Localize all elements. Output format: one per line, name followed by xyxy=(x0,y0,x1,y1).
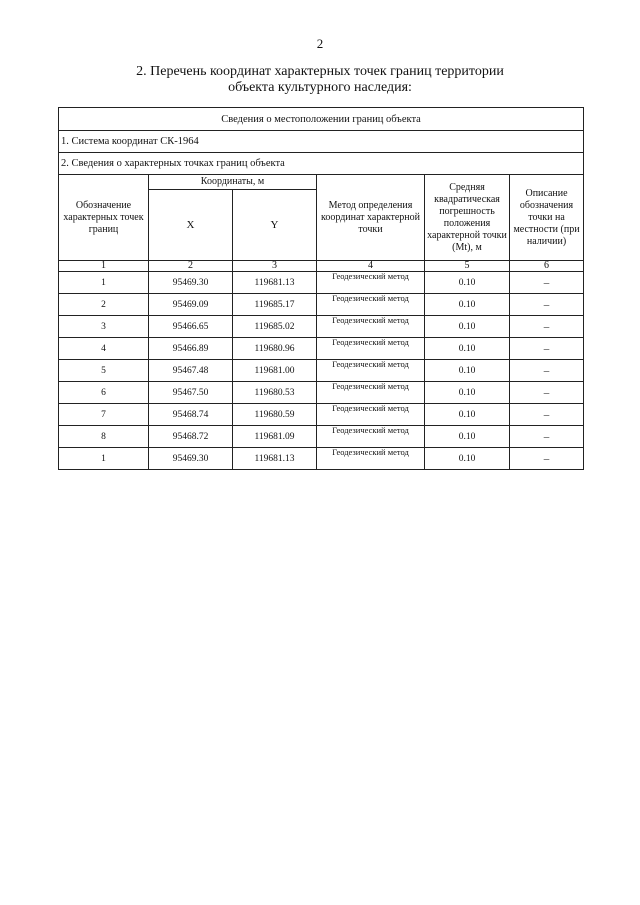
cell-point: 8 xyxy=(59,426,149,448)
cell-method: Геодезический метод xyxy=(317,316,425,338)
cell-method: Геодезический метод xyxy=(317,272,425,294)
cell-description: – xyxy=(510,426,584,448)
cell-description: – xyxy=(510,448,584,470)
cell-y: 119680.59 xyxy=(233,404,317,426)
col-header-point: Обозначение характерных точек границ xyxy=(59,175,149,261)
table-row xyxy=(59,338,584,360)
cell-method: Геодезический метод xyxy=(317,382,425,404)
cell-accuracy: 0.10 xyxy=(425,382,510,404)
column-number: 3 xyxy=(233,261,317,272)
document-title xyxy=(0,64,640,96)
col-header-method: Метод определения координат характерной точки xyxy=(317,175,425,261)
coord-system-row xyxy=(59,131,584,153)
table-title: Сведения о местоположении границ объекта xyxy=(59,108,584,131)
cell-description: – xyxy=(510,272,584,294)
column-number: 6 xyxy=(510,261,584,272)
cell-accuracy: 0.10 xyxy=(425,316,510,338)
cell-x: 95469.09 xyxy=(149,294,233,316)
cell-x: 95469.30 xyxy=(149,448,233,470)
col-header-description: Описание обозначения точки на местности (при наличии) xyxy=(510,175,584,261)
cell-description: – xyxy=(510,294,584,316)
table-row xyxy=(59,382,584,404)
col-header-coordinates: Координаты, м xyxy=(149,175,317,190)
cell-description: – xyxy=(510,382,584,404)
cell-method: Геодезический метод xyxy=(317,360,425,382)
cell-description: – xyxy=(510,404,584,426)
table-row xyxy=(59,426,584,448)
cell-x: 95467.50 xyxy=(149,382,233,404)
cell-method: Геодезический метод xyxy=(317,426,425,448)
cell-x: 95466.89 xyxy=(149,338,233,360)
column-number: 4 xyxy=(317,261,425,272)
column-number: 5 xyxy=(425,261,510,272)
cell-accuracy: 0.10 xyxy=(425,448,510,470)
table-title-row xyxy=(59,108,584,131)
title-line-1: 2. Перечень координат характерных точек границ территории xyxy=(136,64,504,79)
cell-x: 95467.48 xyxy=(149,360,233,382)
cell-accuracy: 0.10 xyxy=(425,294,510,316)
title-line-2: объекта культурного наследия: xyxy=(228,80,412,95)
cell-y: 119681.13 xyxy=(233,272,317,294)
cell-x: 95468.72 xyxy=(149,426,233,448)
cell-accuracy: 0.10 xyxy=(425,404,510,426)
cell-description: – xyxy=(510,338,584,360)
table-row xyxy=(59,316,584,338)
cell-method: Геодезический метод xyxy=(317,448,425,470)
col-header-x: X xyxy=(149,190,233,261)
cell-method: Геодезический метод xyxy=(317,404,425,426)
coord-system: 1. Система координат СК-1964 xyxy=(59,131,584,153)
cell-y: 119681.09 xyxy=(233,426,317,448)
cell-point: 1 xyxy=(59,448,149,470)
page-number: 2 xyxy=(316,36,324,51)
column-number: 1 xyxy=(59,261,149,272)
column-number: 2 xyxy=(149,261,233,272)
table-row xyxy=(59,404,584,426)
cell-y: 119685.02 xyxy=(233,316,317,338)
cell-method: Геодезический метод xyxy=(317,338,425,360)
cell-y: 119680.96 xyxy=(233,338,317,360)
table-row xyxy=(59,360,584,382)
points-section-row xyxy=(59,153,584,175)
coordinates-table xyxy=(58,107,584,470)
cell-point: 2 xyxy=(59,294,149,316)
cell-accuracy: 0.10 xyxy=(425,272,510,294)
cell-y: 119685.17 xyxy=(233,294,317,316)
cell-accuracy: 0.10 xyxy=(425,426,510,448)
cell-point: 6 xyxy=(59,382,149,404)
cell-accuracy: 0.10 xyxy=(425,338,510,360)
cell-description: – xyxy=(510,360,584,382)
table-body xyxy=(59,272,584,470)
cell-description: – xyxy=(510,316,584,338)
col-header-y: Y xyxy=(233,190,317,261)
cell-y: 119680.53 xyxy=(233,382,317,404)
cell-point: 4 xyxy=(59,338,149,360)
cell-point: 5 xyxy=(59,360,149,382)
table-row xyxy=(59,294,584,316)
cell-point: 7 xyxy=(59,404,149,426)
cell-y: 119681.13 xyxy=(233,448,317,470)
cell-y: 119681.00 xyxy=(233,360,317,382)
cell-point: 3 xyxy=(59,316,149,338)
cell-method: Геодезический метод xyxy=(317,294,425,316)
cell-x: 95468.74 xyxy=(149,404,233,426)
table-row xyxy=(59,272,584,294)
col-header-accuracy: Средняя квадратическая погрешность положения характерной точки (Mt), м xyxy=(425,175,510,261)
column-numbers-row xyxy=(59,261,584,272)
cell-x: 95469.30 xyxy=(149,272,233,294)
cell-x: 95466.65 xyxy=(149,316,233,338)
table-row xyxy=(59,448,584,470)
cell-accuracy: 0.10 xyxy=(425,360,510,382)
points-section: 2. Сведения о характерных точках границ объекта xyxy=(59,153,584,175)
cell-point: 1 xyxy=(59,272,149,294)
header-row-1 xyxy=(59,175,584,190)
